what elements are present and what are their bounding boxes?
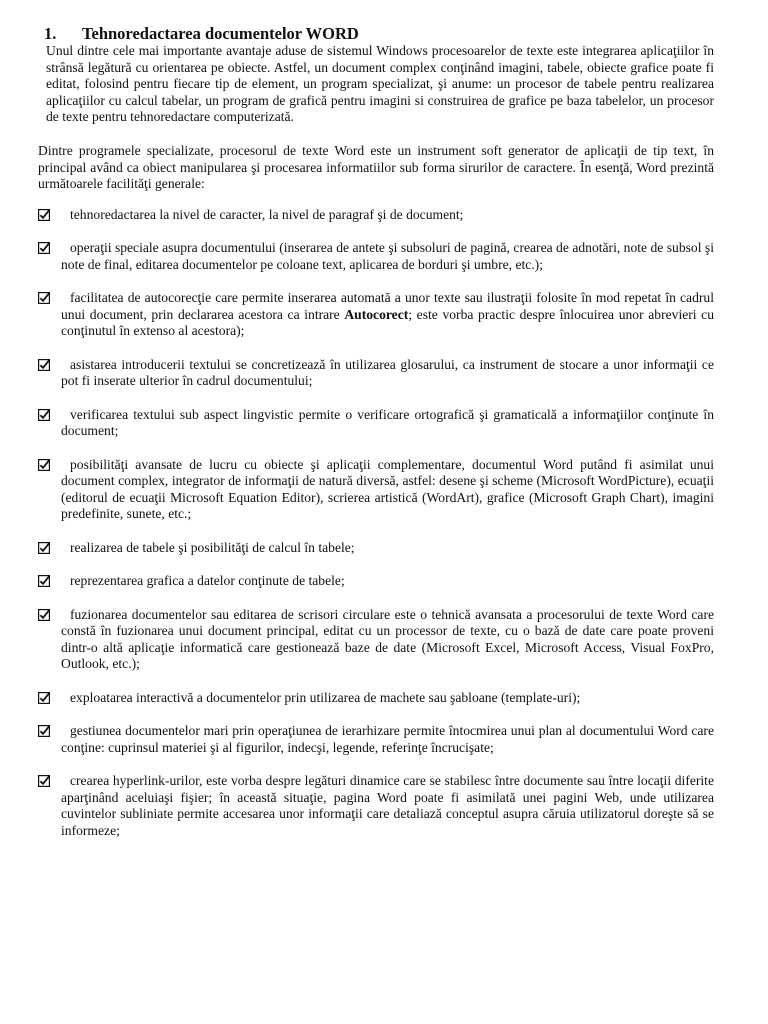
list-item [38, 207, 714, 224]
checkbox-checked-icon [38, 542, 50, 554]
checkbox-checked-icon [38, 292, 50, 304]
list-item [38, 573, 714, 590]
list-item-text: exploatarea interactivă a documentelor prin utilizarea de machete sau şabloane (template-uri); [70, 689, 581, 705]
list-item [38, 407, 714, 440]
checkbox-checked-icon [38, 609, 50, 621]
checkbox-checked-icon [38, 692, 50, 704]
list-item-text [61, 290, 714, 340]
checkbox-checked-icon [38, 725, 50, 737]
list-item-text-after: ; este vorba practic despre înlocuirea unor abrevieri cu conţinutul în extenso al acestora); [61, 306, 715, 339]
checkbox-checked-icon [38, 242, 50, 254]
list-item [38, 357, 714, 390]
checkbox-checked-icon [38, 459, 50, 471]
list-item-text: verificarea textului sub aspect lingvistic permite o verificare ortografică şi gramaticală a informaţiilor conţinute în document; [61, 406, 714, 439]
lead-paragraph: Dintre programele specializate, procesorul de texte Word este un instrument soft generator de aplicaţii de tip text, în principal având ca obiect manipularea şi procesarea informatiilor sub forma sirurilor de caractere. În esenţă, Word prezintă următoarele facilităţi generale: [38, 142, 714, 192]
list-item-text: asistarea introducerii textului se concretizează în utilizarea glosarului, ca instrument de stocare a unor informaţii ce pot fi inserate ulterior în cadrul documentului; [61, 356, 714, 389]
list-item [38, 773, 714, 839]
list-item-text-before: facilitatea de autocorecţie care permite inserarea automată a unor texte sau ilustraţii folosite în mod repetat în cadrul unui document, prin declararea acestora ca intrare [61, 290, 714, 322]
list-item-text: gestiunea documentelor mari prin operaţiunea de ierarhizare permite întocmirea unui plan al documentului Word care conţine: cuprinsul materiei şi al figurilor, indecşi, legende, referinţe încrucişate; [61, 723, 714, 755]
checkbox-checked-icon [38, 575, 50, 587]
list-item-text: fuzionarea documentelor sau editarea de scrisori circulare este o tehnică avansata a procesorului de texte Word care constă în fuzionarea unui document principal, editat cu un processor de texte, cu o bază de date care poate proveni dintr-o altă aplicaţie informatică care gestionează baze de date (Microsoft Excel, Microsoft Access, Visual FoxPro, Outlook, etc.); [61, 606, 714, 672]
list-item [38, 540, 714, 557]
list-item [38, 457, 714, 523]
list-item-text: reprezentarea grafica a datelor conţinute de tabele; [70, 573, 345, 589]
section-title: Tehnoredactarea documentelor WORD [82, 24, 359, 43]
checkbox-checked-icon [38, 209, 50, 221]
list-item-text: crearea hyperlink-urilor, este vorba despre legături dinamice care se stabilesc între documente sau între locaţii diferite aparţinând aceluiaşi fişier; în această situaţie, pagina Word poate fi asimilată unei pagini Web, unde utilizarea cuvintelor subliniate permite accesarea unor informaţii care detaliază conceptul asupra căruia utilizatorul doreşte să se informeze; [61, 773, 714, 838]
list-item [38, 290, 714, 340]
features-list [38, 207, 714, 840]
list-item [38, 690, 714, 707]
section-heading [44, 24, 714, 43]
checkbox-checked-icon [38, 359, 50, 371]
checkbox-checked-icon [38, 775, 50, 787]
list-item-text: tehnoredactarea la nivel de caracter, la nivel de paragraf şi de document; [70, 206, 464, 222]
list-item [38, 723, 714, 756]
list-item [38, 607, 714, 673]
list-item-text: realizarea de tabele şi posibilităţi de calcul în tabele; [70, 539, 355, 555]
checkbox-checked-icon [38, 409, 50, 421]
intro-paragraph: Unul dintre cele mai importante avantaje aduse de sistemul Windows procesoarelor de texte este integrarea aplicaţiilor în strânsă legătură cu orientarea pe obiecte. Astfel, un document complex conţinând imagini, tabele, obiecte grafice poate fi editat, folosind pentru fiecare tip de element, un program specializat, şi anume: un procesor de tabele pentru realizarea aplicaţiilor cu calcul tabelar, un program de grafică pentru imagini si construirea de grafice pe baza tabelelor, un procesor de texte pentru tehnoredactare computerizată. [46, 43, 714, 125]
section-number: 1. [44, 24, 57, 43]
list-item-text: operaţii speciale asupra documentului (inserarea de antete şi subsoluri de pagină, crearea de adnotări, note de subsol şi note de final, editarea documentelor pe coloane text, aplicarea de borduri şi umbre, etc.); [61, 240, 714, 272]
autocorect-term: Autocorect [344, 306, 409, 322]
list-item [38, 240, 714, 273]
list-item-text: posibilităţi avansate de lucru cu obiecte şi aplicaţii complementare, documentul Word putând fi asimilat unui document complex, integrator de informaţii de natură diversă, astfel: desene şi scheme (Microsoft WordPicture), ecuaţii (editorul de ecuaţii Microsoft Equation Editor), scrierea artistică (WordArt), grafice (Microsoft Graph Chart), imagini predefinite, sunete, etc.; [61, 456, 714, 522]
